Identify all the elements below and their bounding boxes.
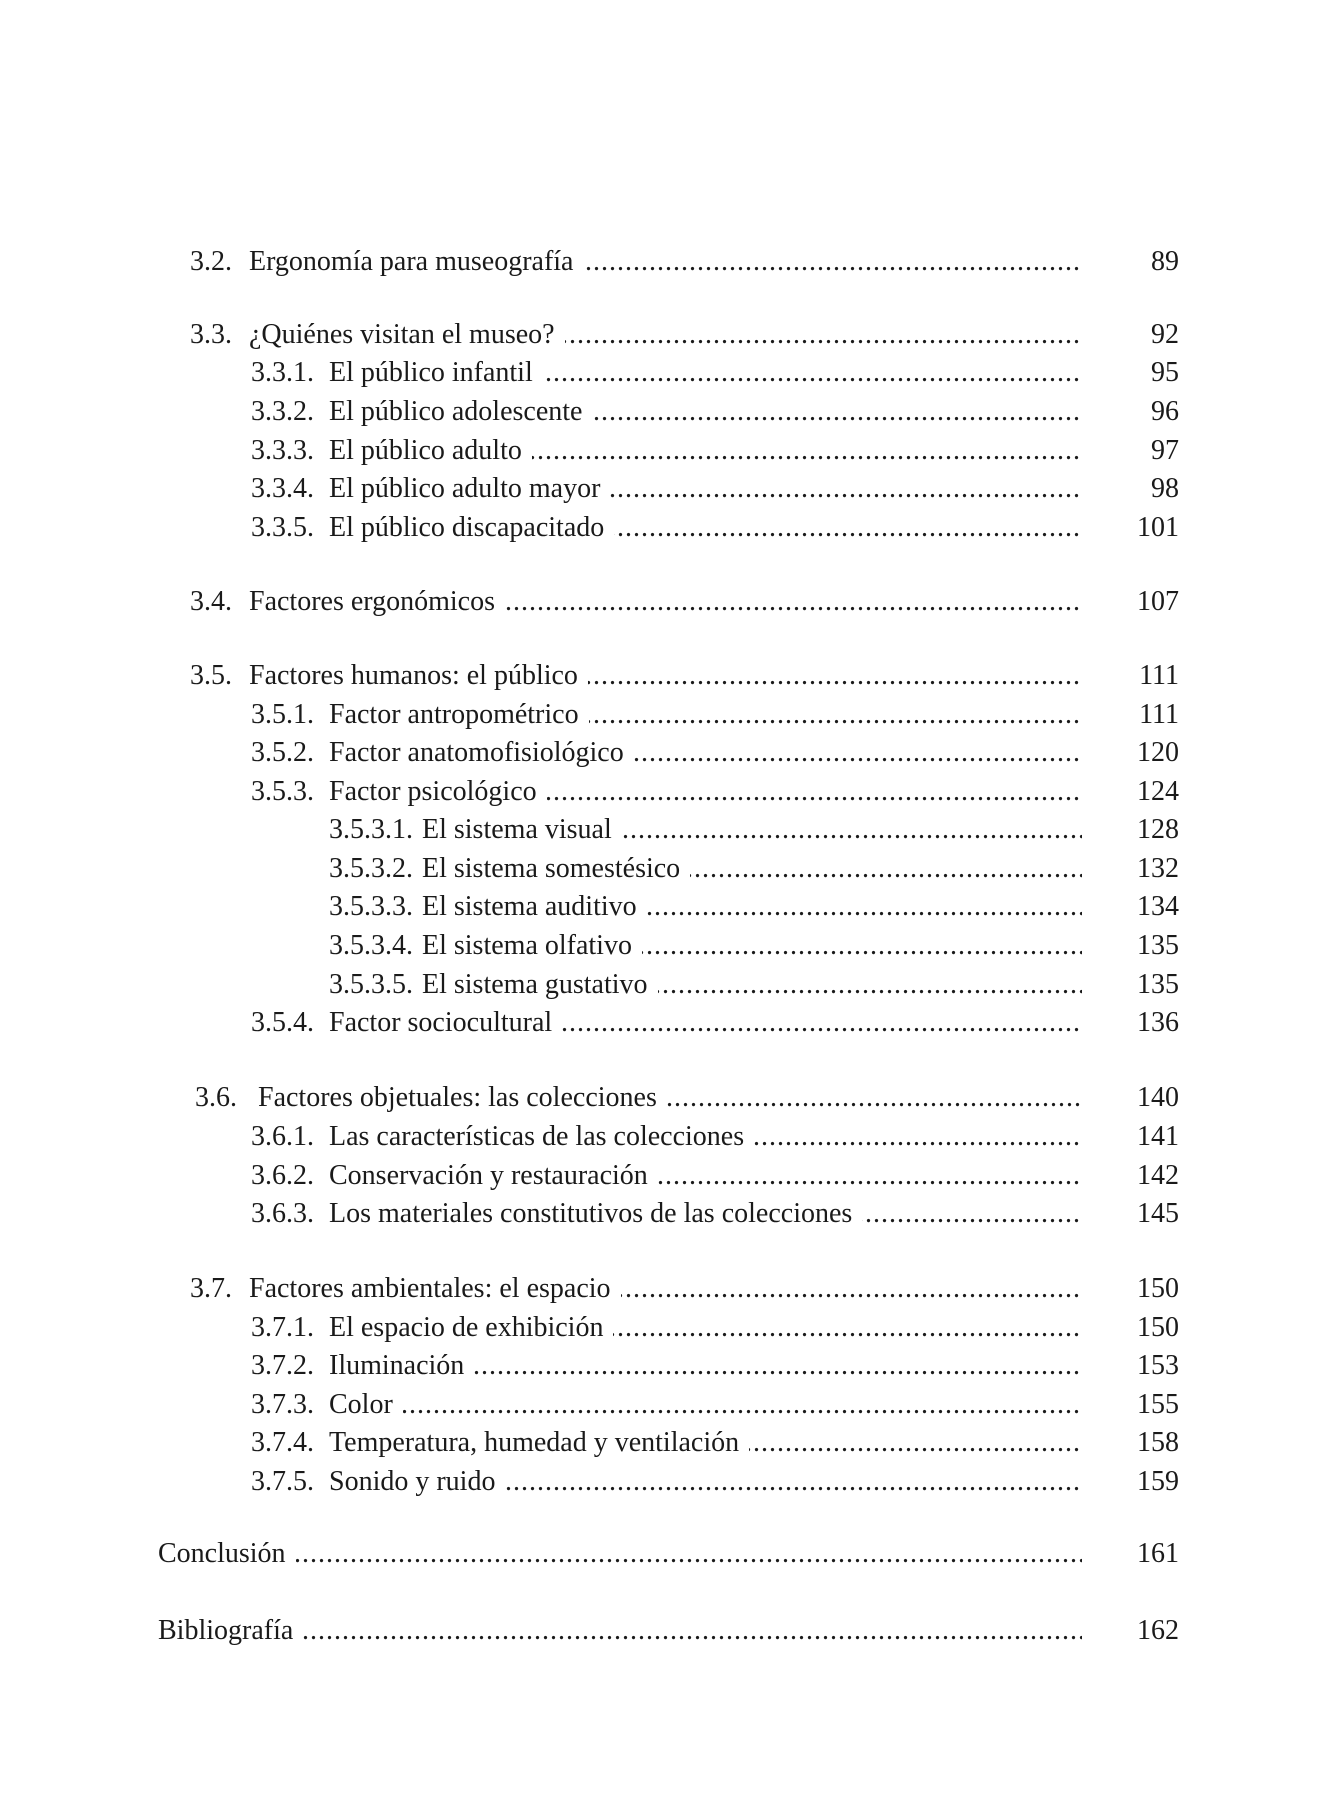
toc-entry: [329, 888, 1179, 926]
toc-entry-title: El sistema auditivo: [422, 888, 647, 926]
toc-entry: [251, 734, 1179, 772]
toc-entry-page: 158: [1137, 1427, 1179, 1458]
toc-entry-title: Ergonomía para museografía: [249, 243, 583, 281]
toc-entry-number: 3.3.5.: [251, 512, 314, 543]
toc-entry-number: 3.5.: [190, 660, 232, 691]
toc-entry-number: 3.3.2.: [251, 396, 314, 427]
toc-entry-title: Conservación y restauración: [329, 1157, 658, 1195]
toc-entry-title: Factor psicológico: [329, 773, 547, 811]
toc-entry: [251, 393, 1179, 431]
toc-entry-title: Color: [329, 1386, 403, 1424]
toc-entry: [251, 470, 1179, 508]
toc-entry: [190, 316, 1179, 354]
toc-entry: [251, 354, 1179, 392]
toc-entry-title: El público discapacitado: [329, 509, 614, 547]
toc-entry-number: 3.7.4.: [251, 1427, 314, 1458]
toc-entry: [251, 432, 1179, 470]
toc-entry: [251, 1386, 1179, 1424]
toc-entry-page: 145: [1137, 1198, 1179, 1229]
toc-entry-number: 3.5.3.4.: [329, 930, 413, 961]
toc-entry: [190, 657, 1179, 695]
toc-entry-page: 111: [1139, 699, 1179, 730]
toc-entry-number: 3.7.1.: [251, 1312, 314, 1343]
toc-entry: [158, 1535, 1179, 1573]
toc-entry-page: 96: [1151, 396, 1179, 427]
toc-entry-number: 3.5.3.2.: [329, 853, 413, 884]
toc-entry-page: 136: [1137, 1007, 1179, 1038]
toc-entry-title: El sistema gustativo: [422, 966, 658, 1004]
toc-entry-title: El público adulto mayor: [329, 470, 610, 508]
toc-leader-dots: [329, 1386, 1082, 1424]
toc-entry-title: ¿Quiénes visitan el museo?: [249, 316, 565, 354]
toc-entry-number: 3.7.3.: [251, 1389, 314, 1420]
toc-entry-number: 3.5.4.: [251, 1007, 314, 1038]
toc-entry: [251, 696, 1179, 734]
toc-entry-page: 120: [1137, 737, 1179, 768]
toc-entry: [329, 850, 1179, 888]
toc-entry-title: Los materiales constitutivos de las colecciones: [329, 1195, 862, 1233]
toc-entry-title: Iluminación: [329, 1347, 474, 1385]
toc-entry: [251, 509, 1179, 547]
toc-entry-page: 140: [1137, 1082, 1179, 1113]
toc-entry-number: 3.5.2.: [251, 737, 314, 768]
toc-entry-page: 162: [1137, 1615, 1179, 1646]
toc-entry-page: 97: [1151, 435, 1179, 466]
toc-entry-title: Factor anatomofisiológico: [329, 734, 634, 772]
toc-entry: [329, 811, 1179, 849]
toc-entry-title: Factor antropométrico: [329, 696, 589, 734]
toc-entry-title: Factores humanos: el público: [249, 657, 588, 695]
toc-entry-title: Factores ambientales: el espacio: [249, 1270, 621, 1308]
toc-entry-page: 98: [1151, 473, 1179, 504]
toc-entry-title: El espacio de exhibición: [329, 1309, 613, 1347]
toc-entry: [251, 1195, 1179, 1233]
toc-entry: [329, 927, 1179, 965]
toc-entry: [329, 966, 1179, 1004]
toc-entry: [251, 1118, 1179, 1156]
toc-entry-number: 3.5.3.5.: [329, 969, 413, 1000]
toc-entry-page: 142: [1137, 1160, 1179, 1191]
toc-entry-page: 134: [1137, 891, 1179, 922]
toc-entry-number: 3.5.3.3.: [329, 891, 413, 922]
toc-entry: [251, 1463, 1179, 1501]
toc-entry-title: El sistema visual: [422, 811, 622, 849]
toc-entry-page: 107: [1137, 586, 1179, 617]
toc-entry-number: 3.3.4.: [251, 473, 314, 504]
toc-entry-title: El sistema somestésico: [422, 850, 690, 888]
toc-entry-title: Conclusión: [158, 1535, 296, 1573]
toc-entry-page: 135: [1137, 969, 1179, 1000]
toc-entry-page: 111: [1139, 660, 1179, 691]
toc-entry-title: Las características de las colecciones: [329, 1118, 754, 1156]
toc-entry: [251, 1347, 1179, 1385]
toc-entry-number: 3.3.1.: [251, 357, 314, 388]
toc-entry-title: Bibliografía: [158, 1612, 303, 1650]
toc-entry-page: 89: [1151, 246, 1179, 277]
toc-entry: [251, 1424, 1179, 1462]
toc-entry-page: 92: [1151, 319, 1179, 350]
toc-entry-number: 3.6.3.: [251, 1198, 314, 1229]
toc-entry-number: 3.7.2.: [251, 1350, 314, 1381]
toc-entry-page: 159: [1137, 1466, 1179, 1497]
toc-entry-number: 3.2.: [190, 246, 232, 277]
toc-entry-page: 150: [1137, 1312, 1179, 1343]
toc-entry-page: 155: [1137, 1389, 1179, 1420]
toc-leader-dots: [158, 1535, 1082, 1573]
toc-entry-title: El público adulto: [329, 432, 532, 470]
toc-entry-page: 101: [1137, 512, 1179, 543]
toc-entry-page: 161: [1137, 1538, 1179, 1569]
toc-entry-number: 3.6.1.: [251, 1121, 314, 1152]
toc-entry-number: 3.7.: [190, 1273, 232, 1304]
toc-entry-title: Temperatura, humedad y ventilación: [329, 1424, 749, 1462]
toc-entry-number: 3.3.: [190, 319, 232, 350]
toc-entry-page: 135: [1137, 930, 1179, 961]
toc-entry-number: 3.6.2.: [251, 1160, 314, 1191]
toc-entry-title: El público infantil: [329, 354, 543, 392]
toc-entry-page: 150: [1137, 1273, 1179, 1304]
toc-entry: [190, 243, 1179, 281]
toc-entry-page: 95: [1151, 357, 1179, 388]
toc-entry-title: Factores objetuales: las colecciones: [258, 1079, 667, 1117]
toc-entry-title: El sistema olfativo: [422, 927, 642, 965]
toc-entry-page: 141: [1137, 1121, 1179, 1152]
toc-entry: [251, 773, 1179, 811]
toc-entry-number: 3.4.: [190, 586, 232, 617]
toc-entry-page: 128: [1137, 814, 1179, 845]
toc-entry-title: Factores ergonómicos: [249, 583, 505, 621]
toc-entry: [190, 1270, 1179, 1308]
toc-entry: [251, 1157, 1179, 1195]
toc-entry: [158, 1612, 1179, 1650]
toc-entry: [251, 1004, 1179, 1042]
toc-entry-title: Sonido y ruido: [329, 1463, 505, 1501]
toc-entry-page: 132: [1137, 853, 1179, 884]
toc-entry-page: 124: [1137, 776, 1179, 807]
toc-entry-number: 3.7.5.: [251, 1466, 314, 1497]
toc-entry-number: 3.5.1.: [251, 699, 314, 730]
toc-entry: [251, 1309, 1179, 1347]
toc-entry-title: El público adolescente: [329, 393, 592, 431]
toc-entry-number: 3.5.3.1.: [329, 814, 413, 845]
toc-entry-number: 3.6.: [195, 1082, 237, 1113]
toc-entry-number: 3.3.3.: [251, 435, 314, 466]
toc-entry-page: 153: [1137, 1350, 1179, 1381]
toc-entry-title: Factor sociocultural: [329, 1004, 562, 1042]
toc-entry-number: 3.5.3.: [251, 776, 314, 807]
toc-entry: [190, 583, 1179, 621]
toc-entry: [195, 1079, 1179, 1117]
